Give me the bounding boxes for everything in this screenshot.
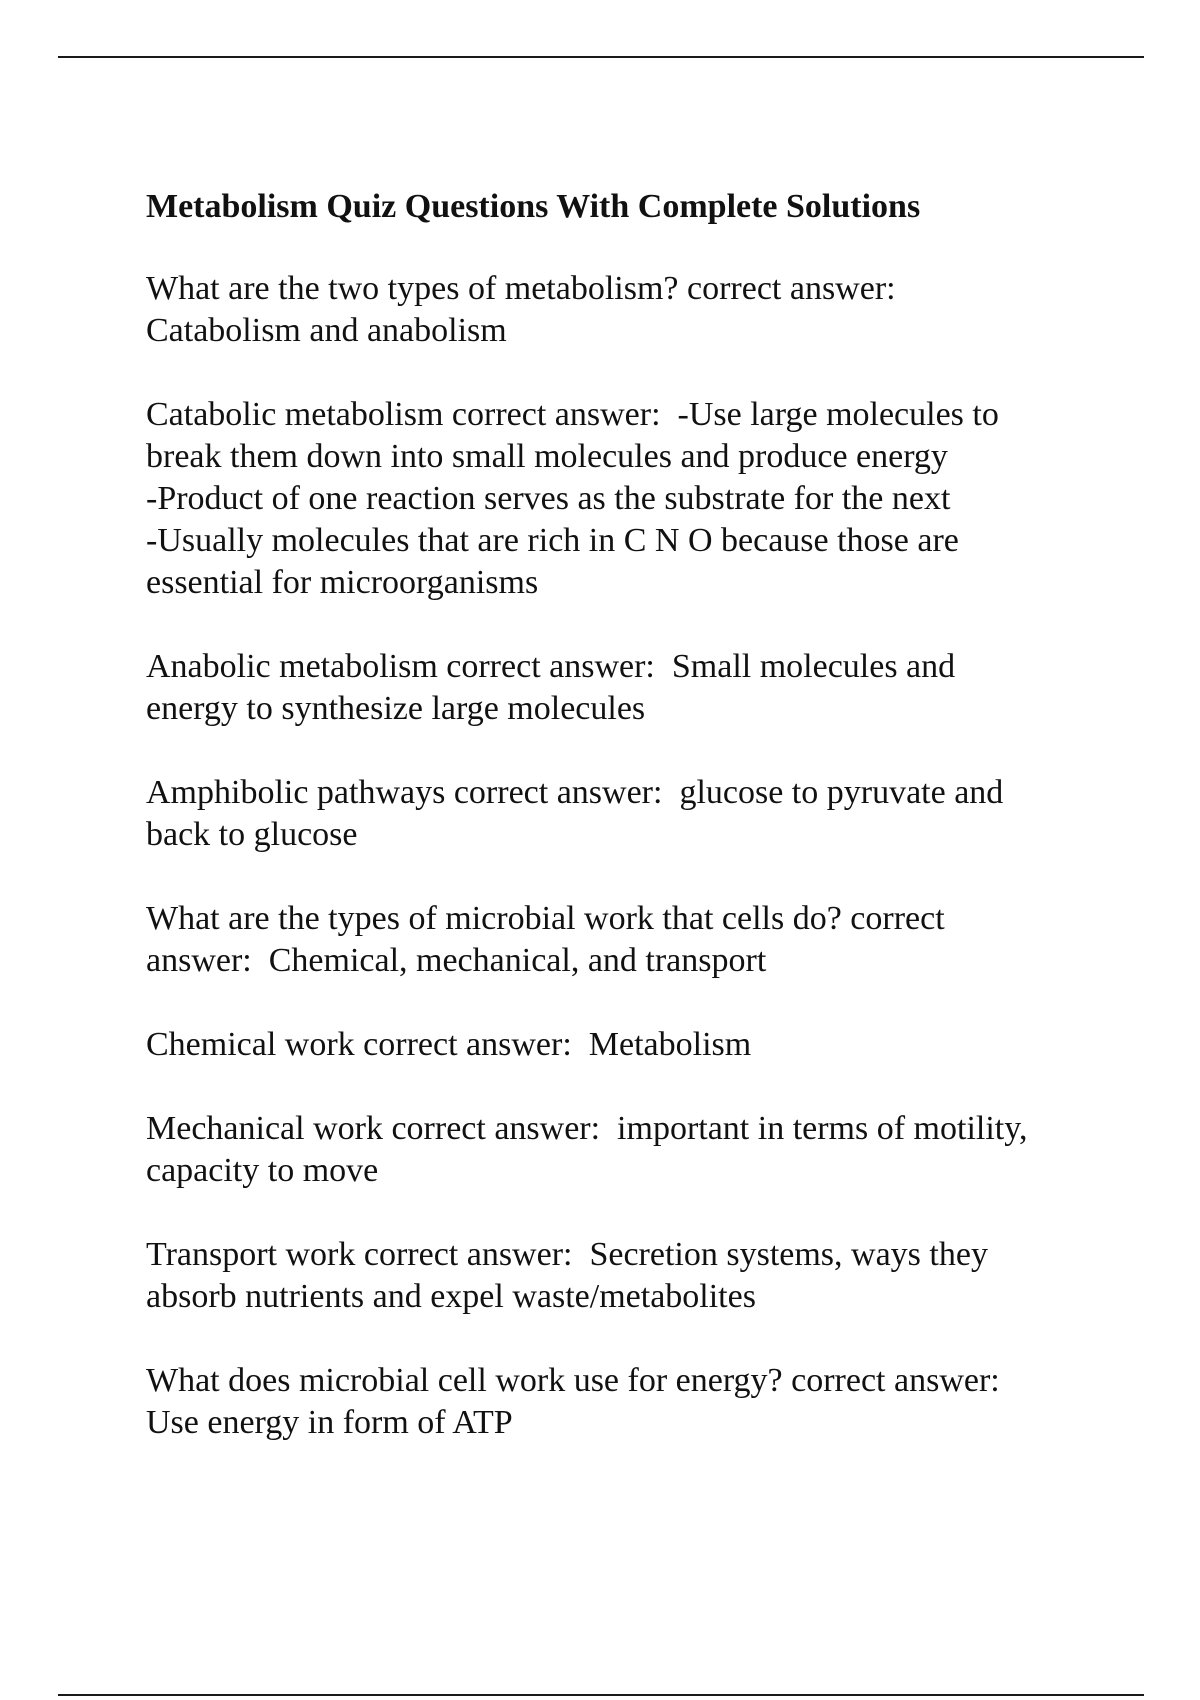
qa-line: capacity to move: [146, 1152, 379, 1189]
qa-line: What does microbial cell work use for energy? correct answer:: [146, 1362, 1000, 1399]
qa-line: Transport work correct answer: Secretion systems, ways they: [146, 1236, 988, 1273]
qa-line: answer: Chemical, mechanical, and transport: [146, 942, 767, 979]
qa-line: Chemical work correct answer: Metabolism: [146, 1026, 752, 1063]
qa-entry-catabolic: [146, 394, 1146, 604]
qa-line: Amphibolic pathways correct answer: glucose to pyruvate and: [146, 774, 1004, 811]
qa-line: Catabolism and anabolism: [146, 312, 507, 349]
qa-line: -Usually molecules that are rich in C N O because those are: [146, 522, 959, 559]
qa-line: absorb nutrients and expel waste/metabolites: [146, 1278, 756, 1315]
qa-entry-chemical-work: [146, 1024, 1146, 1066]
qa-entry-two-types: [146, 268, 1146, 352]
qa-line: Anabolic metabolism correct answer: Small molecules and: [146, 648, 956, 685]
qa-line: Mechanical work correct answer: important in terms of motility,: [146, 1110, 1028, 1147]
qa-entry-microbial-work: [146, 898, 1146, 982]
bottom-rule: [58, 1694, 1144, 1696]
top-rule: [58, 56, 1144, 58]
qa-line: What are the two types of metabolism? correct answer:: [146, 270, 896, 307]
qa-line: back to glucose: [146, 816, 358, 853]
qa-entry-energy: [146, 1360, 1146, 1444]
qa-line: Catabolic metabolism correct answer: -Use large molecules to: [146, 396, 999, 433]
document-body: [146, 186, 1146, 1486]
document-title: Metabolism Quiz Questions With Complete Solutions: [146, 188, 921, 225]
qa-line: energy to synthesize large molecules: [146, 690, 646, 727]
qa-entry-transport-work: [146, 1234, 1146, 1318]
qa-line: essential for microorganisms: [146, 564, 539, 601]
qa-line: Use energy in form of ATP: [146, 1404, 513, 1441]
qa-entry-amphibolic: [146, 772, 1146, 856]
qa-line: break them down into small molecules and produce energy: [146, 438, 948, 475]
qa-entry-mechanical-work: [146, 1108, 1146, 1192]
qa-line: -Product of one reaction serves as the substrate for the next: [146, 480, 951, 517]
qa-line: What are the types of microbial work that cells do? correct: [146, 900, 945, 937]
qa-entry-anabolic: [146, 646, 1146, 730]
